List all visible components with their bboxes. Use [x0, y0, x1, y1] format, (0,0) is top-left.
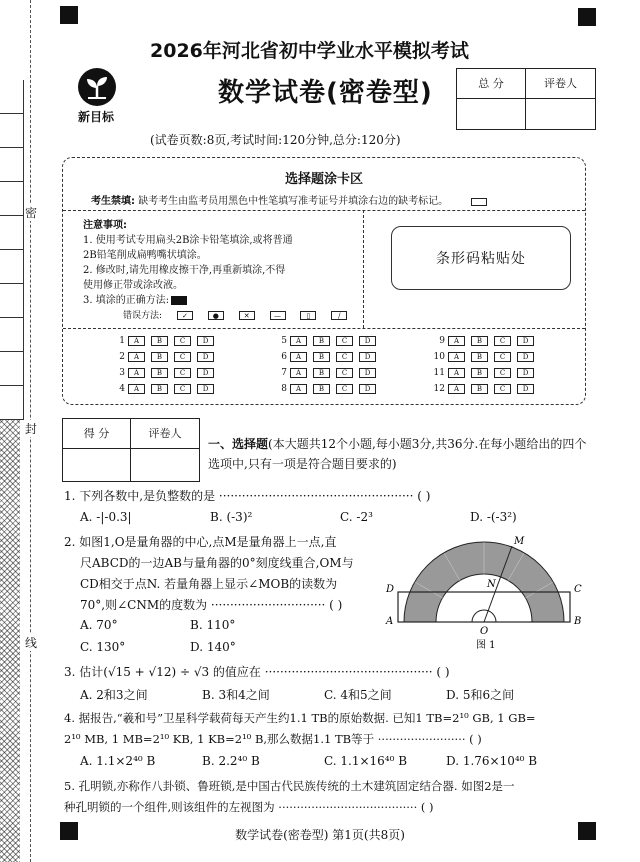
answer-question-number: 2 [119, 352, 125, 362]
option-a: A. 2和3之间 [80, 688, 148, 702]
score-head-grader: 评卷人 [526, 69, 595, 99]
answer-row [433, 336, 540, 346]
answer-question-number: 3 [119, 368, 125, 378]
card-title: 选择题涂卡区 [284, 172, 363, 187]
note-line: 3. 填涂的正确方法: [83, 293, 363, 308]
answer-row [433, 368, 540, 378]
answer-bubble-a[interactable]: A [448, 336, 465, 346]
grade-head-score: 得 分 [63, 419, 131, 449]
notes-head: 注意事项: [83, 220, 127, 231]
answer-bubble-d[interactable]: D [517, 384, 534, 394]
answer-bubble-b[interactable]: B [471, 384, 488, 394]
section-grade-box [62, 418, 200, 482]
question-4-options [80, 754, 566, 768]
answer-bubble-b[interactable]: B [313, 336, 330, 346]
page-footer: 数学试卷(密卷型) 第1页(共8页) [235, 828, 405, 842]
wrong-check-icon: ✓ [177, 311, 193, 320]
barcode-area: 条形码粘贴处 [391, 226, 571, 290]
question-3: 3. 估计(√15 + √12) ÷ √3 的值应在 ············································ ( ) [64, 665, 450, 679]
option-b: B. 3和4之间 [202, 688, 270, 702]
score-cell[interactable] [457, 99, 526, 129]
answer-row [433, 352, 540, 362]
margin-hatch [0, 420, 20, 862]
wrong-label: 错误方法: [123, 311, 163, 321]
card-divider [63, 328, 585, 329]
answer-bubble-b[interactable]: B [313, 368, 330, 378]
answer-bubble-d[interactable]: D [359, 368, 376, 378]
option-c: C. 130° [80, 640, 126, 654]
logo-label: 新目标 [78, 110, 115, 124]
correct-fill-sample [171, 296, 187, 305]
answer-question-number: 8 [281, 384, 287, 394]
answer-question-number: 11 [433, 368, 445, 378]
q4-line: 2¹⁰ MB, 1 MB=2¹⁰ KB, 1 KB=2¹⁰ B,那么数据1.1 TB等于 ························ ( ) [64, 732, 482, 746]
answer-bubble-d[interactable]: D [197, 384, 214, 394]
answer-question-number: 4 [119, 384, 125, 394]
point-label-a: A [386, 616, 394, 627]
option-a: A. 1.1×2⁴⁰ B [80, 754, 156, 768]
note-line: 2B铅笔削成扁鸭嘴状填涂。 [83, 250, 207, 261]
answer-bubble-b[interactable]: B [151, 352, 168, 362]
warn-text: 缺考考生由监考员用黑色中性笔填写准考证号并填涂右边的缺考标记。 [138, 196, 449, 207]
answer-bubble-b[interactable]: B [151, 336, 168, 346]
answer-question-number: 7 [281, 368, 287, 378]
note-line: 使用修正带或涂改液。 [83, 280, 183, 291]
wrong-box-icon: ▯ [300, 311, 316, 320]
card-notes [83, 218, 363, 308]
answer-bubble-a[interactable]: A [290, 368, 307, 378]
registration-mark [60, 6, 78, 24]
answer-bubble-c[interactable]: C [174, 384, 191, 394]
option-d: D. 5和6之间 [446, 688, 515, 702]
question-2-options [80, 640, 300, 654]
question-3-options [80, 686, 556, 703]
answer-bubble-b[interactable]: B [471, 336, 488, 346]
answer-bubble-c[interactable]: C [174, 336, 191, 346]
answer-row [113, 336, 220, 346]
wrong-methods [123, 308, 347, 321]
answer-row [275, 336, 382, 346]
q5-line: 种孔明锁的一个组件,则该组件的左视图为 ······································ ( ) [64, 800, 434, 814]
warn-label: 考生禁填: [91, 196, 135, 207]
answer-bubble-d[interactable]: D [359, 352, 376, 362]
note-line: 1. 使用考试专用扁头2B涂卡铅笔填涂,或将普通 [83, 235, 293, 246]
answer-bubble-b[interactable]: B [151, 368, 168, 378]
question-4 [64, 708, 536, 750]
answer-bubble-b[interactable]: B [151, 384, 168, 394]
answer-question-number: 10 [433, 352, 445, 362]
option-d: D. 1.76×10⁴⁰ B [446, 754, 538, 768]
question-5 [64, 776, 515, 818]
student-info-boxes [0, 80, 24, 420]
answer-bubble-a[interactable]: A [290, 336, 307, 346]
exam-title: 2026年河北省初中学业水平模拟考试 [150, 40, 469, 62]
answer-row [275, 384, 382, 394]
answer-bubble-d[interactable]: D [359, 336, 376, 346]
option-b: B. (-3)² [210, 510, 253, 524]
exam-subtitle: 数学试卷(密卷型) [218, 78, 433, 108]
grade-score-cell[interactable] [63, 449, 131, 481]
note-line: 2. 修改时,请先用橡皮擦干净,再重新填涂,不得 [83, 265, 286, 276]
answer-row [275, 352, 382, 362]
option-b: B. 110° [190, 618, 236, 632]
q2-line: 2. 如图1,O是量角器的中心,点M是量角器上一点,直 [64, 535, 337, 549]
answer-bubble-b[interactable]: B [471, 352, 488, 362]
point-label-m: M [514, 536, 525, 547]
answer-bubble-a[interactable]: A [448, 368, 465, 378]
card-warning [91, 192, 487, 207]
answer-bubble-b[interactable]: B [313, 384, 330, 394]
answer-row [113, 368, 220, 378]
score-head-total: 总 分 [457, 69, 526, 99]
q4-line: 4. 据报告,“羲和号”卫星科学载荷每天产生约1.1 TB的原始数据. 已知1 TB=2¹⁰ GB, 1 GB= [64, 711, 536, 725]
answer-bubble-c[interactable]: C [494, 336, 511, 346]
q2-line: 尺ABCD的一边AB与量角器的0°刻度线重合,OM与 [80, 556, 354, 570]
answer-bubble-a[interactable]: A [290, 352, 307, 362]
answer-bubble-d[interactable]: D [197, 352, 214, 362]
answer-bubble-c[interactable]: C [494, 384, 511, 394]
option-d: D. 140° [190, 640, 236, 654]
point-label-o: O [480, 626, 489, 637]
answer-bubble-d[interactable]: D [517, 336, 534, 346]
margin-char-feng: 封 [24, 422, 37, 436]
figure-1-label: 图 1 [476, 640, 496, 651]
answer-bubble-a[interactable]: A [128, 336, 145, 346]
section-title [208, 434, 593, 474]
wrong-line-icon: — [270, 311, 286, 320]
answer-row [275, 368, 382, 378]
logo-icon [78, 68, 116, 106]
margin-char-xian: 线 [24, 636, 37, 650]
answer-bubble-c[interactable]: C [494, 352, 511, 362]
card-divider [63, 210, 585, 211]
question-2 [64, 532, 354, 616]
q2-line: 70°,则∠CNM的度数为 ······························ ( ) [80, 598, 343, 612]
answer-bubble-a[interactable]: A [128, 384, 145, 394]
option-d: D. -(-3²) [470, 510, 517, 524]
wrong-slash-icon: / [331, 311, 347, 320]
answer-bubble-a[interactable]: A [448, 352, 465, 362]
answer-bubble-c[interactable]: C [174, 352, 191, 362]
q2-line: CD相交于点N. 若量角器上显示∠MOB的读数为 [80, 577, 338, 591]
answer-bubble-c[interactable]: C [336, 368, 353, 378]
answer-bubble-d[interactable]: D [517, 368, 534, 378]
answer-bubble-b[interactable]: B [471, 368, 488, 378]
answer-bubble-c[interactable]: C [336, 352, 353, 362]
q5-line: 5. 孔明锁,亦称作八卦锁、鲁班锁,是中国古代民族传统的土木建筑固定结合器. 如图2是一 [64, 779, 515, 793]
answer-bubble-d[interactable]: D [517, 352, 534, 362]
answer-question-number: 5 [281, 336, 287, 346]
answer-bubble-c[interactable]: C [494, 368, 511, 378]
answer-bubble-d[interactable]: D [197, 368, 214, 378]
answer-bubble-a[interactable]: A [128, 368, 145, 378]
option-a: A. -|-0.3| [80, 510, 132, 524]
option-c: C. 4和5之间 [324, 688, 392, 702]
answer-row [433, 384, 540, 394]
point-label-c: C [574, 584, 582, 595]
answer-row [113, 352, 220, 362]
point-label-n: N [487, 579, 496, 590]
option-b: B. 2.2⁴⁰ B [202, 754, 260, 768]
registration-mark [578, 8, 596, 26]
total-score-box [456, 68, 596, 130]
card-vdivider [363, 210, 364, 328]
absent-mark-box[interactable] [471, 198, 487, 206]
point-label-b: B [574, 616, 582, 627]
answer-bubble-a[interactable]: A [448, 384, 465, 394]
answer-bubble-a[interactable]: A [290, 384, 307, 394]
wrong-dot-icon: ● [208, 311, 224, 320]
section-desc: (本大题共12个小题,每小题3分,共36分.在每小题给出的四个选项中,只有一项是符合题目要求的) [208, 437, 587, 471]
answer-question-number: 12 [433, 384, 445, 394]
answer-row [113, 384, 220, 394]
question-1-options [80, 510, 580, 524]
answer-question-number: 1 [119, 336, 125, 346]
answer-bubble-b[interactable]: B [313, 352, 330, 362]
exam-info: (试卷页数:8页,考试时间:120分钟,总分:120分) [150, 133, 401, 147]
option-a: A. 70° [80, 618, 118, 632]
section-heading: 一、选择题 [208, 437, 269, 451]
grader-cell[interactable] [526, 99, 595, 129]
answer-bubble-c[interactable]: C [174, 368, 191, 378]
option-c: C. -2³ [340, 510, 373, 524]
grade-grader-cell[interactable] [131, 449, 199, 481]
question-2-options [80, 618, 300, 632]
margin-char-mi: 密 [24, 206, 37, 220]
option-c: C. 1.1×16⁴⁰ B [324, 754, 408, 768]
answer-card [62, 157, 586, 405]
point-label-d: D [386, 584, 395, 595]
grade-head-grader: 评卷人 [131, 419, 199, 449]
answer-question-number: 6 [281, 352, 287, 362]
answer-question-number: 9 [439, 336, 445, 346]
wrong-cross-icon: ✕ [239, 311, 255, 320]
answer-bubble-c[interactable]: C [336, 336, 353, 346]
question-1: 1. 下列各数中,是负整数的是 ··················································· ( ) [64, 489, 431, 503]
answer-bubble-d[interactable]: D [359, 384, 376, 394]
answer-bubble-d[interactable]: D [197, 336, 214, 346]
answer-bubble-a[interactable]: A [128, 352, 145, 362]
protractor-figure [384, 534, 594, 654]
answer-bubble-c[interactable]: C [336, 384, 353, 394]
